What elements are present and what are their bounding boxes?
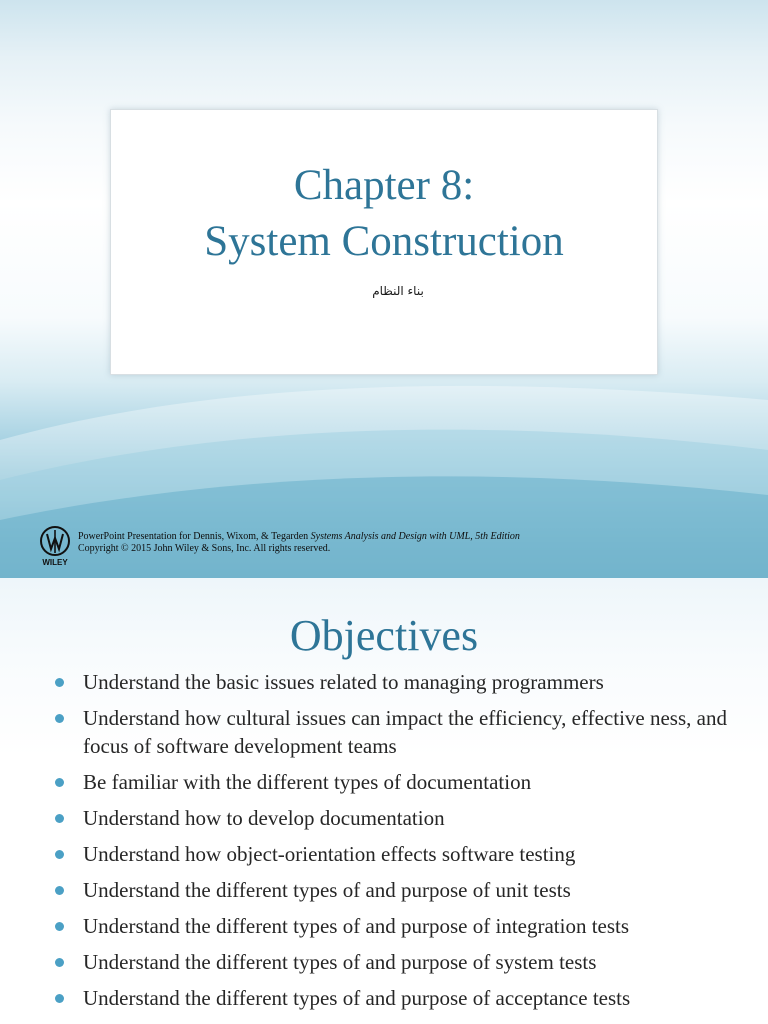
objective-text: Understand the basic issues related to managing programmers [83,670,604,694]
bullet-dot-icon [55,958,64,967]
objective-item [54,984,754,1012]
title-box [110,109,658,375]
objectives-slide [0,578,768,1024]
objective-item [54,948,754,976]
wiley-logo-text: WILEY [42,558,68,567]
objective-item [54,768,754,796]
arabic-subtitle: بناء النظام [372,284,424,298]
bullet-dot-icon [55,678,64,687]
objectives-list [54,668,754,1020]
bullet-dot-icon [55,850,64,859]
objective-item [54,876,754,904]
objective-item [54,668,754,696]
objective-text: Be familiar with the different types of documentation [83,770,532,794]
footer-line-2: Copyright © 2015 John Wiley & Sons, Inc. All rights reserved. [78,543,331,554]
objective-item [54,840,754,868]
bullet-dot-icon [55,814,64,823]
bullet-dot-icon [55,994,64,1003]
objective-text: Understand the different types of and purpose of integration tests [83,914,630,938]
objective-text: Understand how to develop documentation [83,806,445,830]
objective-text: Understand the different types of and purpose of acceptance tests [83,986,631,1010]
bullet-dot-icon [55,922,64,931]
objective-item [54,704,754,760]
bullet-dot-icon [55,778,64,787]
objective-text: Understand the different types of and purpose of system tests [83,950,597,974]
slide-title-line-2: System Construction [204,218,564,265]
footer-book-title: Systems Analysis and Design with UML, 5th Edition [310,531,520,542]
slide-title-line-1: Chapter 8: [293,162,475,209]
objective-item [54,912,754,940]
objectives-title: Objectives [289,611,479,660]
footer-line-1 [78,531,520,543]
wiley-logo-icon [38,525,74,567]
footer-credit [78,531,520,555]
objective-text: Understand how object-orientation effects software testing [83,842,576,866]
bullet-dot-icon [55,886,64,895]
bullet-dot-icon [55,714,64,723]
objective-item [54,804,754,832]
footer-line-1-prefix: PowerPoint Presentation for Dennis, Wixom, & Tegarden [78,531,311,542]
objective-text: Understand the different types of and purpose of unit tests [83,878,571,902]
objective-text: Understand how cultural issues can impact the efficiency, effective ness, and focus of software development teams [83,706,727,758]
